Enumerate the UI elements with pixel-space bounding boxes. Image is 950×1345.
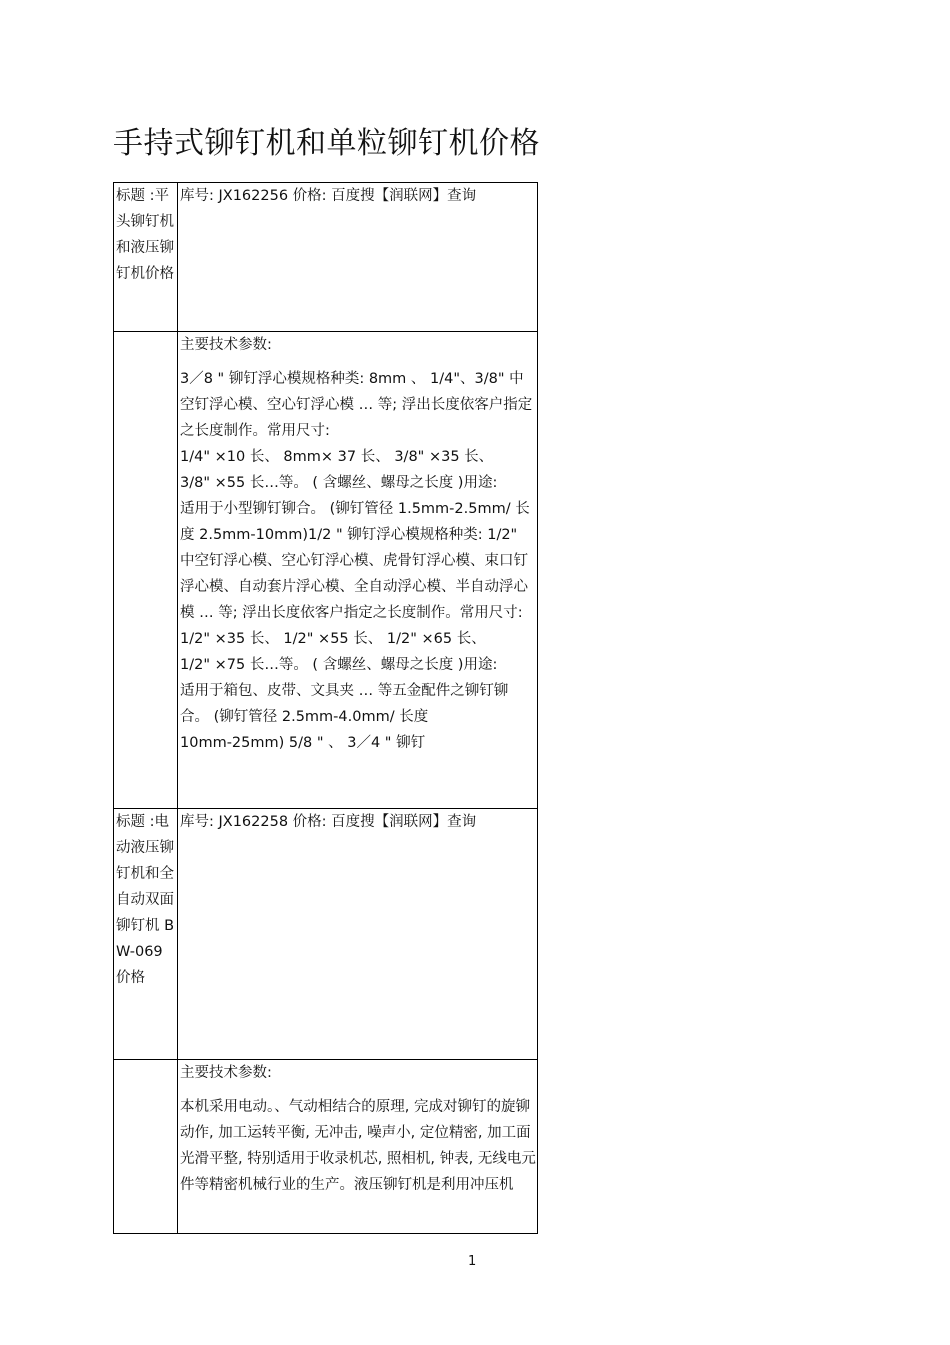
document-title: 手持式铆钉机和单粒铆钉机价格 xyxy=(113,126,540,161)
specs-text: 3／8 " 铆钉浮心模规格种类: 8mm 、 1/4"、3/8" 中空钉浮心模、空心钉浮心模 … 等; 浮出长度依客户指定之长度制作。常用尺寸: 1/4" ×10 长、 8mm× 37 长、 3/8" ×35 长、 3/8" ×55 长…等。 ( 含螺丝、螺母之长度 )用途: 适用于小型铆钉铆合。 (铆钉管径 1.5mm-2.5mm/ 长度 2.5mm-10mm)1/2 " 铆钉浮心模规格种类: 1/2" 中空钉浮心模、空心钉浮心模、虎骨钉浮心模、束口钉浮心模、自动套片浮心模、全自动浮心模、半自动浮心模 … 等; 浮出长度依客户指定之长度制作。常用尺寸: 1/2" ×35 长、 1/2" ×55 长、 1/2" ×65 长、 1/2" ×75 长…等。 ( 含螺丝、螺母之长度 )用途: 适用于箱包、皮带、文具夹 … 等五金配件之铆钉铆合。 (铆钉管径 2.5mm-4.0mm/ 长度 10mm-25mm) 5/8 " 、 3／4 " 铆钉 xyxy=(180,371,533,751)
page-number: 1 xyxy=(468,1254,477,1269)
specs-heading: 主要技术参数: xyxy=(180,337,272,353)
table-row xyxy=(114,809,538,1060)
specs-cell xyxy=(178,332,538,809)
empty-cell xyxy=(114,332,178,809)
product-title-cell: 标题 :电动液压铆钉机和全自动双面铆钉机 BW-069 价格 xyxy=(114,809,178,1060)
empty-cell xyxy=(114,1060,178,1234)
product-info-cell: 库号: JX162258 价格: 百度搜【润联网】查询 xyxy=(178,809,538,1060)
product-table xyxy=(113,182,538,1234)
specs-heading: 主要技术参数: xyxy=(180,1065,272,1081)
table-row xyxy=(114,183,538,332)
specs-cell xyxy=(178,1060,538,1234)
table-row xyxy=(114,1060,538,1234)
table-row xyxy=(114,332,538,809)
specs-text: 本机采用电动。、气动相结合的原理, 完成对铆钉的旋铆动作, 加工运转平衡, 无冲击, 噪声小, 定位精密, 加工面光滑平整, 特别适用于收录机芯, 照相机, 钟表, 无线电元件等精密机械行业的生产。液压铆钉机是利用冲压机 xyxy=(180,1099,536,1193)
product-info-cell: 库号: JX162256 价格: 百度搜【润联网】查询 xyxy=(178,183,538,332)
product-title-cell: 标题 :平头铆钉机和液压铆钉机价格 xyxy=(114,183,178,332)
